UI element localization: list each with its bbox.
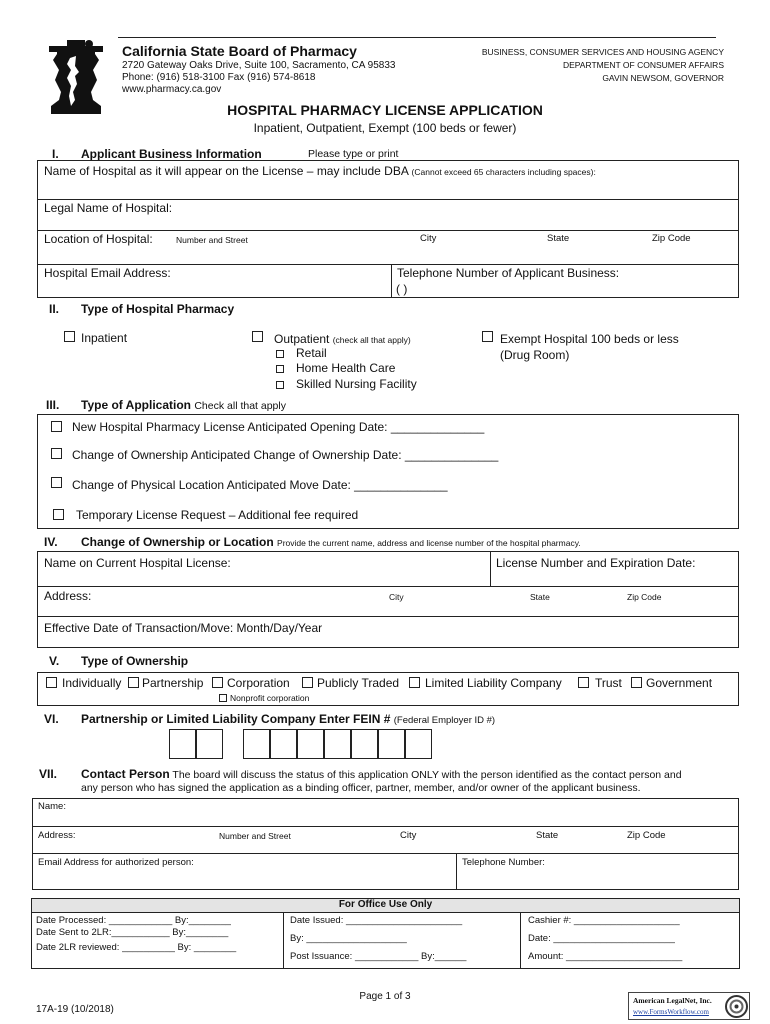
fein-digit-1[interactable] bbox=[169, 729, 196, 759]
corporation-label: Corporation bbox=[227, 676, 290, 690]
hospital-name-note: (Cannot exceed 65 characters including spaces): bbox=[411, 167, 596, 177]
sec7-divider bbox=[32, 826, 739, 827]
new-license-checkbox[interactable] bbox=[51, 421, 62, 432]
location-state-label: State bbox=[547, 233, 570, 244]
retail-label: Retail bbox=[296, 346, 327, 360]
sec7-text2: any person who has signed the application as a binding officer, partner, member, and/or owner of the applicant business. bbox=[81, 782, 641, 794]
business-phone-paren: ( ) bbox=[396, 282, 408, 296]
contact-address-field[interactable]: Address: bbox=[38, 830, 76, 841]
sec6-note: (Federal Employer ID #) bbox=[393, 715, 496, 726]
outpatient-note: (check all that apply) bbox=[332, 335, 411, 345]
llc-label: Limited Liability Company bbox=[425, 676, 562, 690]
publicly-traded-label: Publicly Traded bbox=[317, 676, 400, 690]
sec1-note: Please type or print bbox=[308, 148, 399, 160]
sec7-divider bbox=[456, 853, 457, 890]
contact-zip-label: Zip Code bbox=[627, 830, 666, 841]
form-number: 17A-19 (10/2018) bbox=[36, 1004, 114, 1015]
sec4-divider bbox=[490, 551, 491, 586]
sec3-title-wrap bbox=[81, 398, 286, 412]
government-checkbox[interactable] bbox=[631, 677, 642, 688]
outpatient-checkbox[interactable] bbox=[252, 331, 263, 342]
nonprofit-checkbox[interactable] bbox=[219, 694, 227, 702]
sec4-note: Provide the current name, address and license number of the hospital pharmacy. bbox=[277, 538, 581, 548]
business-phone-field[interactable]: Telephone Number of Applicant Business: bbox=[397, 266, 620, 280]
temporary-license-checkbox[interactable] bbox=[53, 509, 64, 520]
page-number: Page 1 of 3 bbox=[359, 991, 411, 1002]
location-zip-label: Zip Code bbox=[652, 233, 691, 244]
exempt-label-2: (Drug Room) bbox=[500, 348, 570, 362]
contact-email-field[interactable]: Email Address for authorized person: bbox=[38, 857, 194, 868]
new-license-label: New Hospital Pharmacy License Anticipated Opening Date: ______________ bbox=[72, 420, 485, 434]
form-title: HOSPITAL PHARMACY LICENSE APPLICATION bbox=[227, 102, 543, 118]
office-post-issuance: Post Issuance: ____________ By:______ bbox=[290, 951, 467, 962]
fein-digit-6[interactable] bbox=[324, 729, 351, 759]
agency-website[interactable]: www.pharmacy.ca.gov bbox=[122, 84, 222, 95]
contact-state-label: State bbox=[536, 830, 559, 841]
sec2-title: Type of Hospital Pharmacy bbox=[81, 302, 235, 316]
sec2-number: II. bbox=[49, 302, 60, 316]
legalnet-badge bbox=[628, 992, 750, 1020]
sec4-title-wrap bbox=[81, 535, 581, 549]
office-amount: Amount: ______________________ bbox=[528, 951, 683, 962]
hospital-name-label: Name of Hospital as it will appear on the License – may include DBA bbox=[44, 164, 409, 178]
sec7-box bbox=[32, 798, 739, 890]
agency-right-line3: GAVIN NEWSOM, GOVERNOR bbox=[602, 73, 724, 83]
office-date-reviewed: Date 2LR reviewed: __________ By: ________ bbox=[36, 942, 237, 953]
current-address-field[interactable]: Address: bbox=[44, 589, 92, 603]
contact-name-field[interactable]: Name: bbox=[38, 801, 66, 812]
snf-checkbox[interactable] bbox=[276, 381, 284, 389]
snf-label: Skilled Nursing Facility bbox=[296, 377, 417, 391]
sec3-number: III. bbox=[46, 398, 60, 412]
sec3-title: Type of Application bbox=[81, 398, 191, 412]
effective-date-field[interactable]: Effective Date of Transaction/Move: Month/Day/Year bbox=[44, 621, 323, 635]
license-number-field[interactable]: License Number and Expiration Date: bbox=[496, 556, 696, 570]
contact-phone-field[interactable]: Telephone Number: bbox=[462, 857, 545, 868]
sec7-divider bbox=[32, 853, 739, 854]
fein-digit-4[interactable] bbox=[270, 729, 297, 759]
office-date: Date: _______________________ bbox=[528, 933, 675, 944]
change-location-checkbox[interactable] bbox=[51, 477, 62, 488]
sec6-number: VI. bbox=[44, 712, 59, 726]
office-use-divider bbox=[520, 912, 521, 969]
agency-address: 2720 Gateway Oaks Drive, Suite 100, Sacramento, CA 95833 bbox=[122, 60, 396, 71]
contact-city-label: City bbox=[400, 830, 417, 841]
nonprofit-label: Nonprofit corporation bbox=[230, 693, 310, 703]
sec4-number: IV. bbox=[44, 535, 58, 549]
header-rule bbox=[118, 37, 716, 38]
sec7-title-wrap bbox=[81, 767, 682, 781]
exempt-label: Exempt Hospital 100 beds or less bbox=[500, 332, 679, 346]
llc-checkbox[interactable] bbox=[409, 677, 420, 688]
corporation-checkbox[interactable] bbox=[212, 677, 223, 688]
current-city-label: City bbox=[389, 592, 404, 602]
hospital-email-field[interactable]: Hospital Email Address: bbox=[44, 266, 171, 280]
inpatient-label: Inpatient bbox=[81, 331, 128, 345]
office-date-sent: Date Sent to 2LR:___________ By:________ bbox=[36, 927, 229, 938]
outpatient-label: Outpatient bbox=[274, 332, 330, 346]
fein-digit-8[interactable] bbox=[378, 729, 405, 759]
home-health-checkbox[interactable] bbox=[276, 365, 284, 373]
sec1-title: Applicant Business Information bbox=[81, 147, 262, 161]
change-ownership-label: Change of Ownership Anticipated Change of Ownership Date: ______________ bbox=[72, 448, 499, 462]
inpatient-checkbox[interactable] bbox=[64, 331, 75, 342]
publicly-traded-checkbox[interactable] bbox=[302, 677, 313, 688]
office-use-divider bbox=[283, 912, 284, 969]
change-ownership-checkbox[interactable] bbox=[51, 448, 62, 459]
agency-right-line2: DEPARTMENT OF CONSUMER AFFAIRS bbox=[562, 60, 724, 70]
trust-checkbox[interactable] bbox=[578, 677, 589, 688]
sec7-title: Contact Person bbox=[81, 767, 170, 781]
home-health-label: Home Health Care bbox=[296, 361, 396, 375]
agency-right-line1: BUSINESS, CONSUMER SERVICES AND HOUSING AGENCY bbox=[481, 47, 724, 57]
sec3-note: Check all that apply bbox=[194, 400, 286, 412]
office-date-processed: Date Processed: ____________ By:________ bbox=[36, 915, 231, 926]
legalnet-name: American LegalNet, Inc. bbox=[633, 996, 712, 1005]
sec1-divider bbox=[37, 230, 739, 231]
sec4-divider bbox=[37, 586, 739, 587]
contact-number-street-label: Number and Street bbox=[219, 831, 291, 841]
office-use-divider bbox=[31, 912, 740, 913]
sec5-number: V. bbox=[49, 654, 60, 668]
sec1-divider bbox=[391, 264, 392, 298]
individually-label: Individually bbox=[62, 676, 122, 690]
location-city-label: City bbox=[420, 233, 437, 244]
location-field[interactable]: Location of Hospital: bbox=[44, 232, 153, 246]
office-date-issued: Date Issued: ______________________ bbox=[290, 915, 463, 926]
fein-digit-2[interactable] bbox=[196, 729, 223, 759]
agency-phone-fax: Phone: (916) 518-3100 Fax (916) 574-8618 bbox=[122, 72, 316, 83]
retail-checkbox[interactable] bbox=[276, 350, 284, 358]
agency-name: California State Board of Pharmacy bbox=[122, 43, 357, 59]
office-by: By: ___________________ bbox=[290, 933, 407, 944]
sec5-title: Type of Ownership bbox=[81, 654, 189, 668]
temporary-license-label: Temporary License Request – Additional fee required bbox=[76, 508, 359, 522]
hospital-name-field[interactable] bbox=[44, 164, 596, 178]
outpatient-label-wrap bbox=[274, 332, 411, 346]
legal-name-field[interactable]: Legal Name of Hospital: bbox=[44, 201, 173, 215]
office-cashier: Cashier #: ____________________ bbox=[528, 915, 680, 926]
fein-digit-9[interactable] bbox=[405, 729, 432, 759]
sec6-title: Partnership or Limited Liability Company Enter FEIN # bbox=[81, 712, 391, 726]
current-zip-label: Zip Code bbox=[627, 592, 662, 602]
location-number-street-label: Number and Street bbox=[176, 235, 248, 245]
current-state-label: State bbox=[530, 592, 550, 602]
sec1-number: I. bbox=[52, 147, 59, 161]
fein-digit-5[interactable] bbox=[297, 729, 324, 759]
legalnet-url[interactable]: www.FormsWorkflow.com bbox=[633, 1008, 709, 1016]
individually-checkbox[interactable] bbox=[46, 677, 57, 688]
sec7-number: VII. bbox=[39, 767, 58, 781]
fein-digit-7[interactable] bbox=[351, 729, 378, 759]
trust-label: Trust bbox=[595, 676, 622, 690]
exempt-checkbox[interactable] bbox=[482, 331, 493, 342]
sec7-text1: The board will discuss the status of this application ONLY with the person identified as the contact person and bbox=[172, 769, 682, 781]
sec4-divider bbox=[37, 616, 739, 617]
sec1-divider bbox=[37, 264, 739, 265]
legalnet-logo-icon bbox=[725, 995, 748, 1018]
government-label: Government bbox=[646, 676, 713, 690]
sec6-title-wrap bbox=[81, 712, 495, 726]
change-location-label: Change of Physical Location Anticipated Move Date: ______________ bbox=[72, 478, 448, 492]
office-use-title: For Office Use Only bbox=[338, 899, 433, 910]
form-subtitle: Inpatient, Outpatient, Exempt (100 beds or fewer) bbox=[253, 121, 517, 135]
sec4-title: Change of Ownership or Location bbox=[81, 535, 274, 549]
sec1-divider bbox=[37, 199, 739, 200]
fein-digit-3[interactable] bbox=[243, 729, 270, 759]
current-name-field[interactable]: Name on Current Hospital License: bbox=[44, 556, 231, 570]
partnership-checkbox[interactable] bbox=[128, 677, 139, 688]
partnership-label: Partnership bbox=[142, 676, 204, 690]
